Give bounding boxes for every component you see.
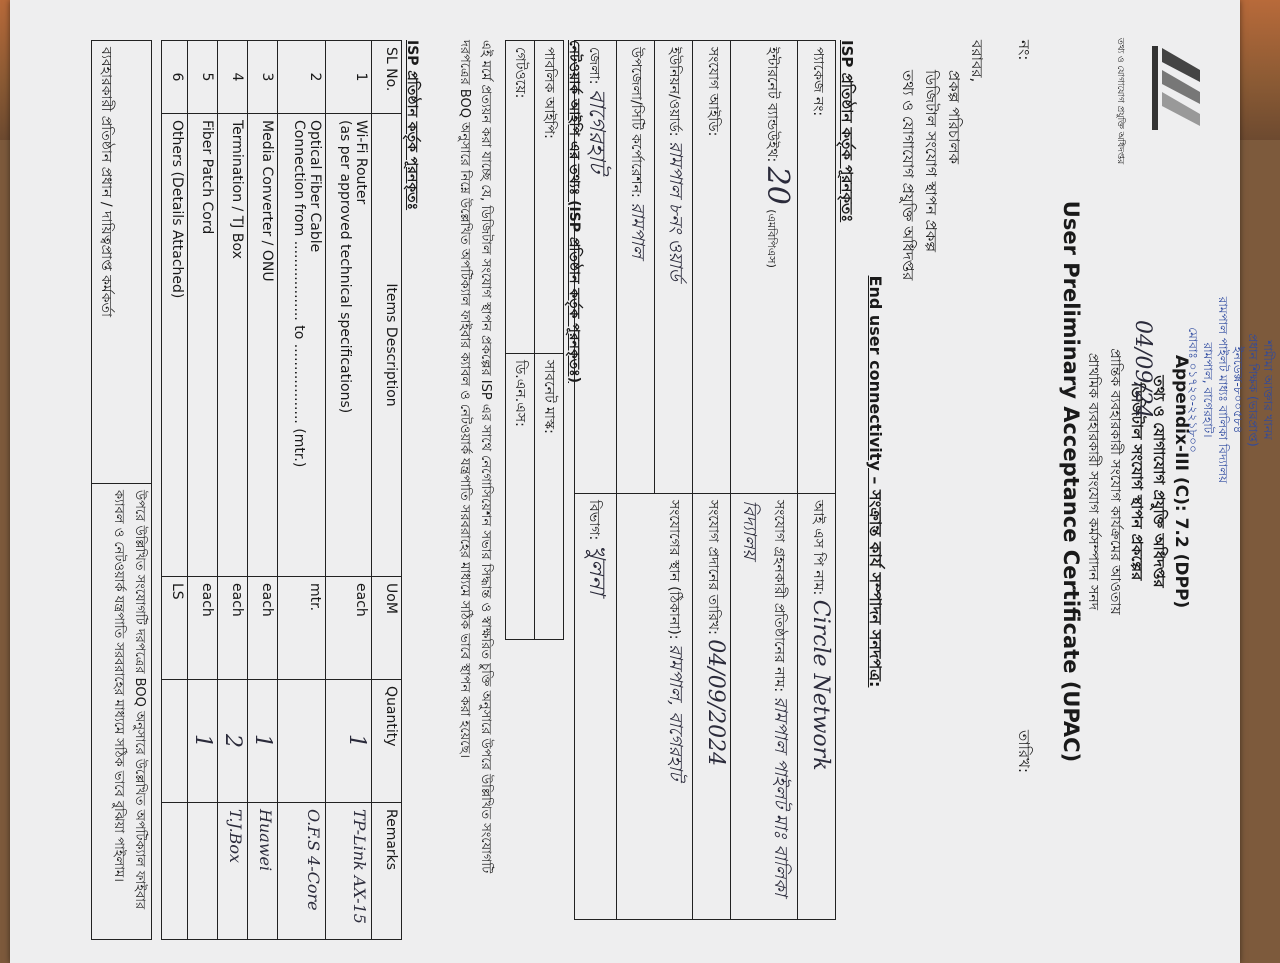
field-label: ইউনিয়ন/ওয়ার্ড: [666, 47, 682, 137]
field-label: সংযোগ আইডি: [705, 47, 721, 137]
field-label: বিভাগ: [586, 500, 602, 541]
field-label: সংযোগের স্থান (ঠিকানা): [666, 500, 682, 640]
isp-name-value: Circle Network [808, 599, 833, 771]
quantity-cell: 1 [188, 680, 218, 803]
table-cell: সাবনেট মাস্ক: [535, 354, 564, 640]
stamp-line: মোবাঃ ০১৭২০-২২১৮০০ [1186, 327, 1200, 453]
table-cell [731, 41, 798, 494]
date-label: তারিখ: [1015, 730, 1033, 774]
sl-cell: 3 [248, 41, 278, 114]
declaration-text: এই মর্মে প্রত্যয়ন করা যাচ্ছে যে, ডিজিটাল সংযোগ স্থাপন প্রকল্পের ISP এর সাথে নেগোসিয়েশন সভার সিদ্ধান্ত ও স্বাক্ষরিত চুক্তি অনুসারে উপরে উল্লিখিত সংযোগটি দরপত্রের BOQ অনুসারে নিম্নে উল্লেখিত অপটিক্যাল ফাইবার ক্যাবল ও নেটওয়ার্ক যন্ত্রপাতি সরবরাহের মাধ্যমে সঠিক ভাবে স্থাপন করা হয়েছে। [457, 40, 493, 874]
table-cell [655, 41, 693, 494]
recipient-line: তথ্য ও যোগাযোগ প্রযুক্তি অধিদপ্তর [899, 70, 917, 281]
headmistress-stamp [1185, 260, 1275, 520]
item-name: Optical Fiber Cable [307, 120, 323, 253]
document-title: User Preliminary Acceptance Certificate (UPAC) [1059, 200, 1083, 763]
isp-info-table [574, 40, 836, 920]
table-cell [617, 494, 693, 920]
sl-cell: 4 [218, 41, 248, 114]
sl-cell: 2 [278, 41, 326, 114]
stamp-line: শামীমা আক্তার খানম [1261, 340, 1275, 440]
network-section-heading: নেটওয়ার্ক আইপি এর তথ্যঃ (ISP প্রতিষ্ঠান কর্তৃক পূরনকৃতঃ) [566, 40, 582, 384]
uom-cell: each [218, 577, 248, 680]
header-block [1060, 0, 1192, 963]
stamp-line: প্রধান শিক্ষক (ভারপ্রাপ্ত) [1246, 333, 1260, 447]
project-name: ডিজিটাল সংযোগ স্থাপন প্রকল্পের [1128, 382, 1146, 581]
item-name: Wi-Fi Router [353, 120, 369, 205]
column-header: SL No. [372, 41, 402, 114]
field-label: প্যাকেজ নং: [810, 47, 826, 117]
confirmation-line: উপরে উল্লিখিত সংযোগটি দরপত্রের BOQ অনুসারে উল্লেখিত অপটিক্যাল ফাইবার [132, 490, 147, 910]
uom-cell: LS [162, 577, 188, 680]
bangla-title: প্রাথমিক ব্যবহারকারী সংযোগ কর্মসম্পাদন সনদ [1085, 352, 1101, 611]
institution-name-value: রামপাল পাইলট মাঃ বালিকা বিদ্যালয় [739, 500, 791, 897]
ministry-name: তথ্য ও যোগাযোগ প্রযুক্তি অধিদপ্তর [1150, 375, 1168, 588]
description-cell: Media Converter / ONU [248, 114, 278, 577]
remarks-cell: Huawei [248, 803, 278, 940]
bandwidth-value: 20 [760, 166, 795, 205]
network-info-table [505, 40, 564, 640]
remarks-cell: T.J.Box [218, 803, 248, 940]
column-header: Remarks [372, 803, 402, 940]
table-cell: পাবলিক আইপি: [535, 41, 564, 354]
recipient-line: ডিজিটাল সংযোগ স্থাপন প্রকল্প [922, 70, 940, 253]
remarks-cell: O.F.S 4-Core [278, 803, 326, 940]
remarks-cell: TP-Link AX-15 [326, 803, 372, 940]
field-label: ইন্টারনেট ব্যান্ডউইথ: [764, 47, 780, 163]
recipient-block [896, 40, 988, 280]
isp-section-heading: ISP প্রতিষ্ঠান কর্তৃক পূরনকৃতঃ [838, 40, 856, 223]
items-section-heading: ISP প্রতিষ্ঠান কর্তৃক পূরনকৃতঃ [404, 40, 420, 211]
table-row [655, 41, 693, 920]
table-cell: গেটওয়ে: [506, 41, 535, 354]
subject-line: End user connectivity – সংক্রান্ত কার্য সম্পাদন সনদপত্র: [866, 275, 885, 688]
certificate-document [10, 0, 1240, 963]
table-cell [617, 41, 655, 494]
district-value: বাগেরহাট [584, 88, 609, 173]
items-table [325, 40, 402, 940]
table-row [731, 41, 798, 920]
description-cell: Others (Details Attached) [162, 114, 188, 577]
project-scope: প্রান্তিক ব্যবহারকারী সংযোগ কার্যক্রমের আওতায় [1107, 348, 1123, 615]
table-cell: ডি.এন.এস: [506, 354, 535, 640]
field-label: সংযোগ প্রদানের তারিখ: [705, 500, 721, 635]
field-label: উপজেলা/সিটি কর্পোরেশন: [628, 47, 644, 198]
table-row [506, 41, 535, 640]
table-cell [693, 494, 731, 920]
logo-caption: তথ্য ও যোগাযোগ প্রযুক্তি অধিদপ্তর [1115, 38, 1125, 165]
address-value: রামপাল, বাগেরহাট [665, 643, 686, 781]
table-row [798, 41, 836, 920]
confirmation-line: ক্যাবল ও নেটওয়ার্ক যন্ত্রপাতি সরবরাহের মাধ্যমে সঠিক ভাবে বুঝিয়া পাইলাম। [111, 490, 126, 882]
quantity-cell: 1 [326, 680, 372, 803]
uom-cell: each [248, 577, 278, 680]
stamp-line: রামপাল পাইলট মাধ্যঃ বালিকা বিদ্যালয় [1216, 296, 1230, 484]
connection-date-value: 04/09/2024 [703, 639, 728, 767]
stamp-line: ইনডেক্স-৮০০৫৮৪ [1231, 346, 1245, 434]
description-cell: Termination / TJ Box [218, 114, 248, 577]
table-row [326, 41, 372, 940]
table-cell [798, 41, 836, 494]
table-cell [731, 494, 798, 920]
field-label: আই এস পি নাম: [810, 500, 826, 596]
sl-cell: 1 [326, 41, 372, 114]
table-cell [693, 41, 731, 494]
quantity-cell: 2 [218, 680, 248, 803]
table-header-row [372, 41, 402, 940]
item-note: (as per approved technical specifications) [337, 120, 353, 414]
uom-cell: each [326, 577, 372, 680]
field-label: জেলা: [586, 47, 602, 85]
field-label: সংযোগ গ্রহনকারী প্রতিষ্ঠানের নাম: [771, 500, 787, 693]
sl-cell: 5 [188, 41, 218, 114]
table-row [535, 41, 564, 640]
division-value: খুলনা [584, 544, 609, 595]
column-header: Items Description [372, 114, 402, 577]
table-row [693, 41, 731, 920]
column-header: UoM [372, 577, 402, 680]
column-header: Quantity [372, 680, 402, 803]
recipient-line: প্রকল্প পরিচালক [945, 70, 963, 165]
quantity-cell: 1 [248, 680, 278, 803]
stamp-line: রামপাল, বাগেরহাট। [1201, 342, 1215, 438]
description-cell [326, 114, 372, 577]
union-ward-value: রামপাল ৮নং ওয়ার্ড [665, 140, 686, 281]
description-cell: Fiber Patch Cord [188, 114, 218, 577]
sl-cell: 6 [162, 41, 188, 114]
uom-cell: each [188, 577, 218, 680]
recipient-to: বরাবর, [968, 40, 986, 83]
table-cell [798, 494, 836, 920]
signature-date: 04/09/24 [1130, 320, 1155, 419]
uom-cell: mtr. [278, 577, 326, 680]
item-note: Connection from .................. to .................. (mtr.) [291, 120, 307, 468]
upazila-value: রামপাল [627, 202, 648, 259]
ref-number-label: নং: [1015, 40, 1033, 61]
user-signature-label: ব্যবহারকারী প্রতিষ্ঠান প্রধান / দায়িত্বপ্রাপ্ত কর্মকর্তা [98, 47, 114, 318]
appendix-title: Appendix-III (C): 7.2 (DPP) [1171, 354, 1191, 609]
table-cell [575, 494, 617, 920]
bandwidth-unit: (এমবিপিএস) [765, 209, 778, 268]
